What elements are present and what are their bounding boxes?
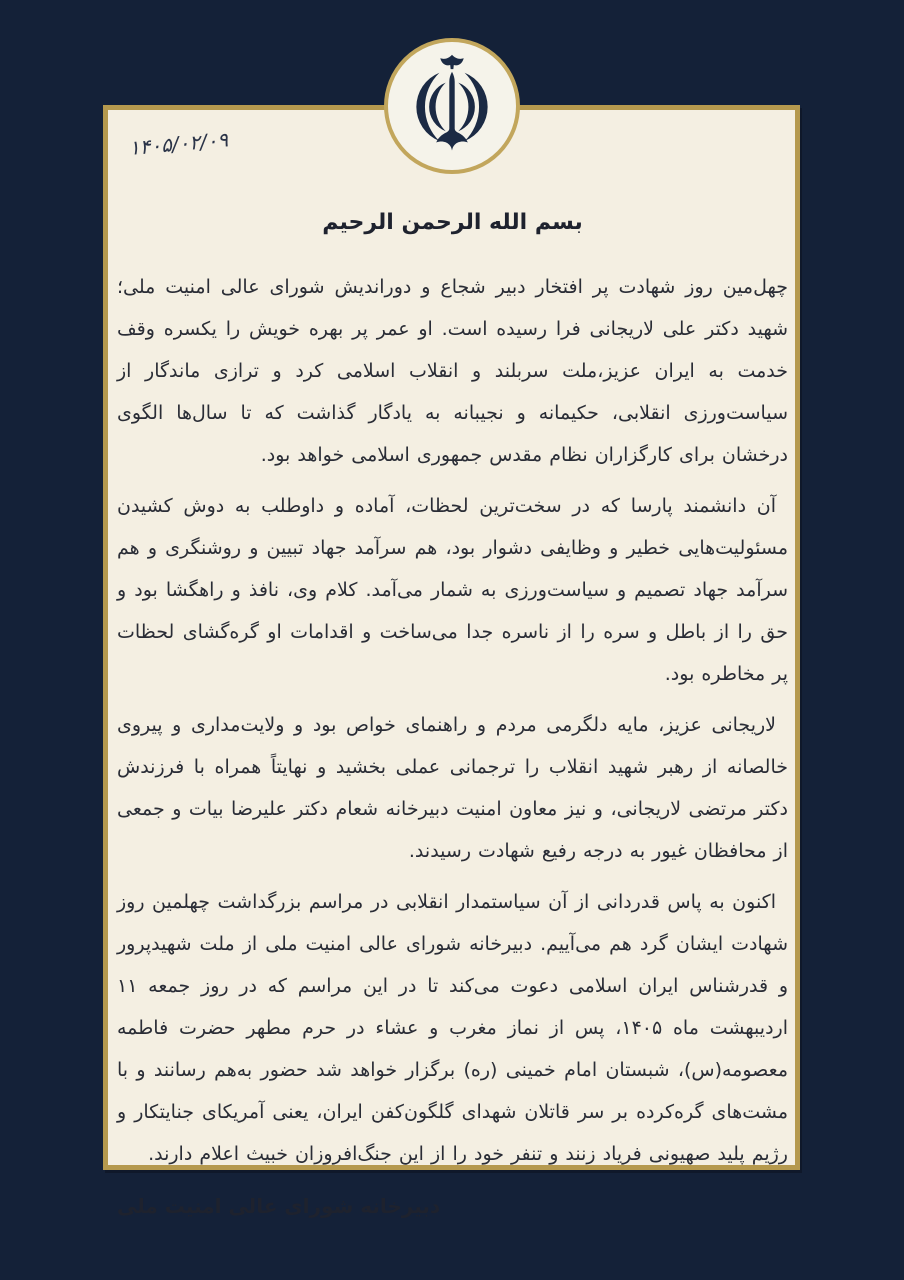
signature: دبیرخانه شورای عالی امنیت ملی [117, 1194, 441, 1218]
iran-emblem-icon [407, 52, 497, 160]
letter-date: ۱۴۰۵/۰۲/۰۹ [127, 127, 230, 160]
letter-body [117, 110, 788, 1221]
letter-paragraph: اکنون به پاس قدردانی از آن سیاستمدار انقلابی در مراسم بزرگداشت چهلمین روز شهادت ایشان گرد هم می‌آییم. دبیرخانه شورای عالی امنیت ملی از ملت شهیدپرور و قدرشناس ایران اسلامی دعوت می‌کند تا در این مراسم که در روز جمعه ۱۱ اردیبهشت ماه ۱۴۰۵، پس از نماز مغرب و عشاء در حرم مطهر حضرت فاطمه معصومه(س)، شبستان امام خمینی (ره) برگزار خواهد شد حضور به‌هم رسانند و با مشت‌های گره‌کرده بر سر قاتلان شهدای گلگون‌کفن ایران، یعنی آمریکای جنایتکار و رژیم پلید صهیونی فریاد زنند و تنفر خود را از این جنگ‌افروزان خبیث اعلام دارند. [117, 891, 788, 1165]
letter-sheet [103, 105, 800, 1218]
letter-paragraph: چهل‌مین روز شهادت پر افتخار دبیر شجاع و دوراندیش شورای عالی امنیت ملی؛ شهید دکتر علی لاریجانی فرا رسیده است. او عمر پر بهره خویش را یکسره وقف خدمت به ایران عزیز،ملت سربلند و انقلاب اسلامی کرد و ترازی ماندگار از سیاست‌ورزی انقلابی، حکیمانه و نجیبانه به یادگار گذاشت که تا سال‌ها الگوی درخشان برای کارگزاران نظام مقدس جمهوری اسلامی خواهد بود. [117, 276, 788, 466]
basmala-title: بسم الله الرحمن الرحیم [322, 210, 583, 235]
letter-paragraph: لاریجانی عزیز، مایه دلگرمی مردم و راهنمای خواص بود و ولایت‌مداری و پیروی خالصانه از رهبر شهید انقلاب را ترجمانی عملی بخشید و نهایتاً همراه با فرزندش دکتر مرتضی لاریجانی، و نیز معاون امنیت دبیرخانه شعام دکتر علیرضا بیات و جمعی از محافظان غیور به درجه رفیع شهادت رسیدند. [117, 714, 788, 862]
iran-emblem-badge [384, 38, 520, 174]
letter-paragraph: آن دانشمند پارسا که در سخت‌ترین لحظات، آماده و داوطلب به دوش کشیدن مسئولیت‌هایی خطیر و وظایفی دشوار بود، هم سرآمد جهاد تبیین و روشنگری و هم سرآمد جهاد تصمیم و سیاست‌ورزی به شمار می‌آمد. کلام وی، نافذ و راهگشا بود و حق را از باطل و سره را از ناسره جدا می‌ساخت و اقدامات او گره‌گشای لحظات پر مخاطره بود. [117, 495, 788, 685]
